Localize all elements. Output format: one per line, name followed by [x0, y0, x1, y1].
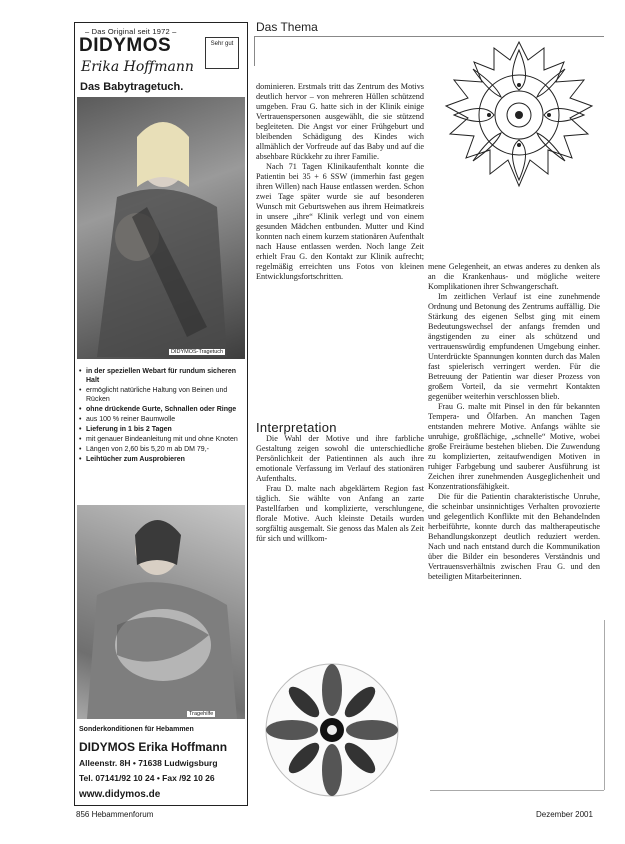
paragraph: Nach 71 Tagen Klinikaufenthalt konnte die Patientin bei 35 + 6 SSW (immerhin fast gegen ihren Willen) nach Hause entlassen werden. Schon zwei Tage später wurde sie auf besonderen Wunsch mit Geburtswehen aus ihrem Heimatkreis in unsere „ihre“ Klinik verlegt und von einem gesunden Mädchen entbunden. Mutter und Kind konnten nach einem kurzem stationären Aufenthalt nach Hause entlassen werden. Noch lange Zeit erhielt Frau G. den Kontakt zur Klinik aufrecht; regelmäßig erreichten uns Fotos von kleinen Entwicklungsfortschritten.: [256, 162, 424, 281]
ad-photo-mother-baby-sling: [77, 97, 245, 359]
section-title: Das Thema: [256, 20, 318, 34]
corner-rule-horizontal: [430, 790, 604, 791]
ad-signature: Erika Hoffmann: [81, 59, 194, 75]
photo-illustration-2: [77, 505, 245, 719]
article-column-1-bottom: [256, 434, 424, 544]
header-rule: [254, 36, 604, 37]
mandala-illustration-bottom: [262, 660, 402, 800]
list-item: • Leihtücher zum Ausprobieren: [79, 455, 245, 464]
subheading-interpretation: Interpretation: [256, 420, 337, 435]
advertisement: [74, 22, 248, 806]
paragraph: Die Wahl der Motive und ihre farbliche Gestaltung zeigen sowohl die unterschiedliche Persönlichkeit der Patientinnen als auch ihre emotionale Verfassung im Verlauf des stationären Aufenthalts.: [256, 434, 424, 483]
ad-test-badge: Sehr gut: [205, 37, 239, 69]
ad-footer-phone: Tel. 07141/92 10 24 • Fax /92 10 26: [79, 773, 215, 783]
corner-rule-vertical: [604, 620, 605, 790]
ad-photo2-caption: Tragehilfe: [189, 711, 214, 717]
article-column-2: [428, 262, 600, 582]
ad-footer-address: Alleenstr. 8H • 71638 Ludwigsburg: [79, 758, 218, 768]
photo-illustration-1: [77, 97, 245, 359]
list-item: • Längen von 2,60 bis 5,20 m ab DM 79,-: [79, 445, 245, 454]
mandala-illustration-top: [444, 40, 594, 190]
header-side-rule: [254, 36, 255, 66]
paragraph: Im zeitlichen Verlauf ist eine zunehmende Ordnung und Betonung des Zentrums auffällig. Die Stärkung des eigenen Selbst ging mit einem Bedeutungswechsel der anfangs fremden und ängstigenden zu einer als schützend und vertrauenswürdig empfundenen Umgebung einher. Unterdrückte Spannungen konnten durch das Malen fast spielerisch verringert werden. Für die Betreuung der Patientin war dieser Prozess von großem Vorteil, da sie vermehrt Kontakten gegenüber weiterhin verschlossen blieb.: [428, 292, 600, 401]
ad-footer-heading: Sonderkonditionen für Hebammen: [79, 726, 194, 733]
ad-photo-baby-wrap: [77, 505, 245, 719]
paragraph: mene Gelegenheit, an etwas anderes zu denken als an die Krankenhaus- und mögliche weitere Komplikationen ihrer Schwangerschaft.: [428, 262, 600, 291]
ad-footer-company: DIDYMOS Erika Hoffmann: [79, 740, 228, 754]
paragraph: Die für die Patientin charakteristische Unruhe, die scheinbar unsinnichtiges Verhalten provozierte und gelegentlich Konflikte mit den Behandelnden herbeiführte, konnte durch das maltherapeutische Behandlungskonzept deutlich reduziert werden. Nach und nach entstand durch die Kommunikation über die Bilder ein besonderes Verständnis und Vertrauensverhältnis zwischen Frau G. und den beteiligten Mitarbeiterinnen.: [428, 492, 600, 581]
paragraph: Frau D. malte nach abgeklärtem Region fast täglich. Sie wählte von Anfang an zarte Pastellfarben und komplizierte, verschlungene, florale Motive. Auch kleinste Details wurden sorgfältig ausgemalt. Sie genoss das Malen als Zeit für sich und willkom-: [256, 484, 424, 543]
ad-claim: Das Babytragetuch.: [80, 81, 184, 93]
paragraph: dominieren. Erstmals tritt das Zentrum des Motivs deutlich hervor – von mehreren Hüllen schützend umgeben. Frau G. hatte sich in der Klinik einige Vertrauenspersonen ausgewählt, die sie stützend begleiteten. Die Angst vor einer Frühgeburt und bleibenden Schädigung des Kindes wich allmählich der Vorfreude auf das Baby und auf die absehbare Rückkehr zu ihrer Familie.: [256, 82, 424, 161]
article-column-1-top: [256, 82, 424, 282]
footer-page-publication: 856 Hebammenforum: [76, 810, 154, 819]
ad-tagline: – Das Original seit 1972 –: [85, 27, 177, 36]
list-item: • Lieferung in 1 bis 2 Tagen: [79, 425, 245, 434]
list-item: • aus 100 % reiner Baumwolle: [79, 415, 245, 424]
footer-date: Dezember 2001: [536, 810, 593, 819]
ad-brand: DIDYMOS: [79, 35, 172, 56]
list-item: • ohne drückende Gurte, Schnallen oder Ringe: [79, 405, 245, 414]
ad-feature-list: [79, 367, 245, 465]
list-item: • mit genauer Bindeanleitung mit und ohne Knoten: [79, 435, 245, 444]
ad-footer-website[interactable]: www.didymos.de: [79, 789, 161, 800]
paragraph: Frau G. malte mit Pinsel in den für bekannten Tempera- und Ölfarben. An manchen Tagen entstanden mehrere Motive. Anfangs wählte sie unruhige, großflächige, „schnelle“ Motive, wobei große Freiräume bestehen blieben. Die Zuwendung zu komplizierten, zeitaufwendigen Motiven in ruhiger Farbgebung und sauberer Ausführung ist Zeichen ihrer zunehmenden Ausgeglichenheit und Konzentrationsfähigkeit.: [428, 402, 600, 491]
list-item: • ermöglicht natürliche Haltung von Beinen und Rücken: [79, 386, 245, 404]
list-item: • in der speziellen Webart für rundum sicheren Halt: [79, 367, 245, 385]
ad-photo1-caption: DIDYMOS-Tragetuch: [171, 349, 224, 355]
